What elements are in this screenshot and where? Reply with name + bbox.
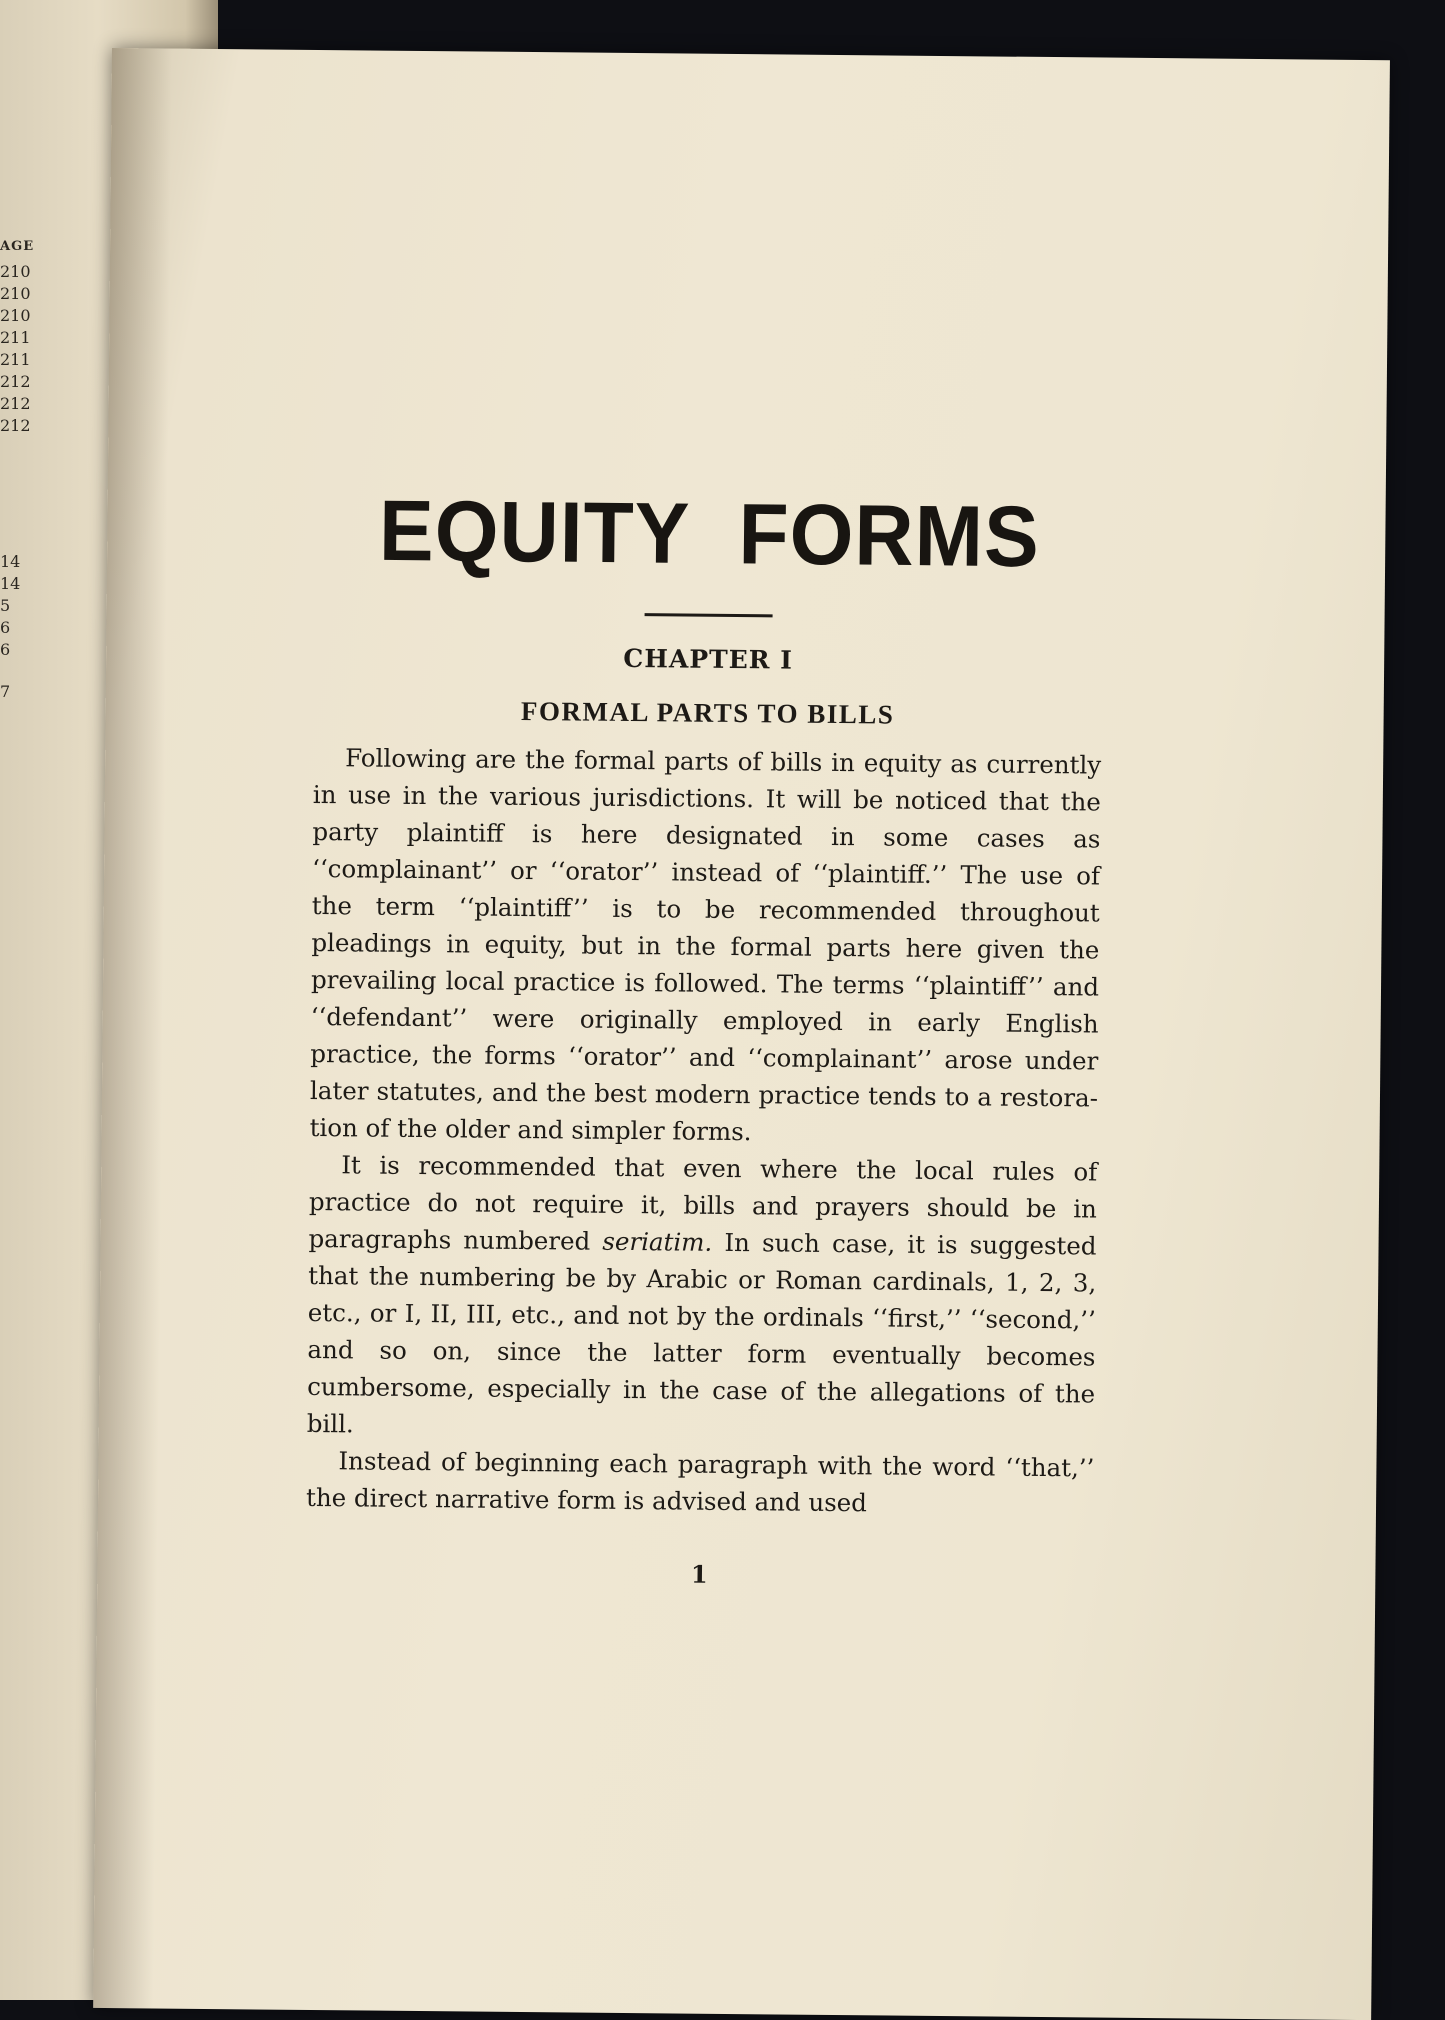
index-entry: 7 xyxy=(0,682,11,701)
index-entry: 210 xyxy=(0,284,31,303)
book-page xyxy=(93,48,1390,2020)
page-title: EQUITY FORMS xyxy=(378,483,1041,586)
index-entry: 210 xyxy=(0,306,31,325)
paragraph-1: Following are the formal parts of bills in equity as currently in use in the various jurisdictions. It will be noticed that the party plaintiff is here designated in some cases as ‘‘complainant’’ or ‘‘orator’’ instead of ‘‘plaintiff.’’ The use of the term ‘‘plaintiff’’ is to be recommended throughout pleadings in equity, but in the formal parts here given the prevailing local practice is followed. The terms ‘‘plaintiff’’ and ‘‘defendant’’ were originally employed in early English practice, the forms ‘‘orator’’ and ‘‘complainant’’ arose under later statutes, and the best modern practice tends to a restoration of the older and simpler forms. xyxy=(309,743,1102,1147)
index-entry: 6 xyxy=(0,618,11,637)
index-entry: 14 xyxy=(0,552,21,571)
paragraph-2-text-end: In such case, it is suggested that the numbering be by Arabic or Roman cardinals, 1, 2, 3, etc., or I, II, III, etc., and not by the ordinals ‘‘first,’’ ‘‘second,’’ and so on, since the latter form eventually becomes cumbersome, especially in the case of the allegations of the bill. xyxy=(306,1227,1097,1439)
index-entries-group-2 xyxy=(0,551,40,661)
index-entry: 211 xyxy=(0,328,31,347)
index-entry: 210 xyxy=(0,262,31,281)
section-heading: FORMAL PARTS TO BILLS xyxy=(520,695,895,730)
index-entry: 211 xyxy=(0,350,31,369)
index-column xyxy=(0,236,40,703)
index-entry: 212 xyxy=(0,372,31,391)
index-entry: 212 xyxy=(0,416,31,435)
paragraph-2-italic: seriatim. xyxy=(602,1226,713,1257)
title-rule xyxy=(645,613,773,617)
index-entry: 6 xyxy=(0,640,11,659)
index-header: AGE xyxy=(0,239,35,254)
paragraph-2 xyxy=(307,1146,1098,1450)
index-entry: 5 xyxy=(0,596,11,615)
paragraph-3: Instead of beginning each paragraph with the word ‘‘that,’’ the direct narrative form is advised and used xyxy=(305,1446,1095,1518)
index-entry: 14 xyxy=(0,574,21,593)
paragraph-2-text: It is recommended that even where the local rules of practice do not require it, bills and prayers should be in paragraphs numbered xyxy=(308,1150,1098,1256)
page-number: 1 xyxy=(690,1559,708,1589)
index-entry: 212 xyxy=(0,394,31,413)
chapter-heading: CHAPTER I xyxy=(623,643,794,675)
page-content xyxy=(305,483,1103,1593)
index-entries-group-1 xyxy=(0,261,40,437)
index-entries-group-3 xyxy=(0,681,40,703)
